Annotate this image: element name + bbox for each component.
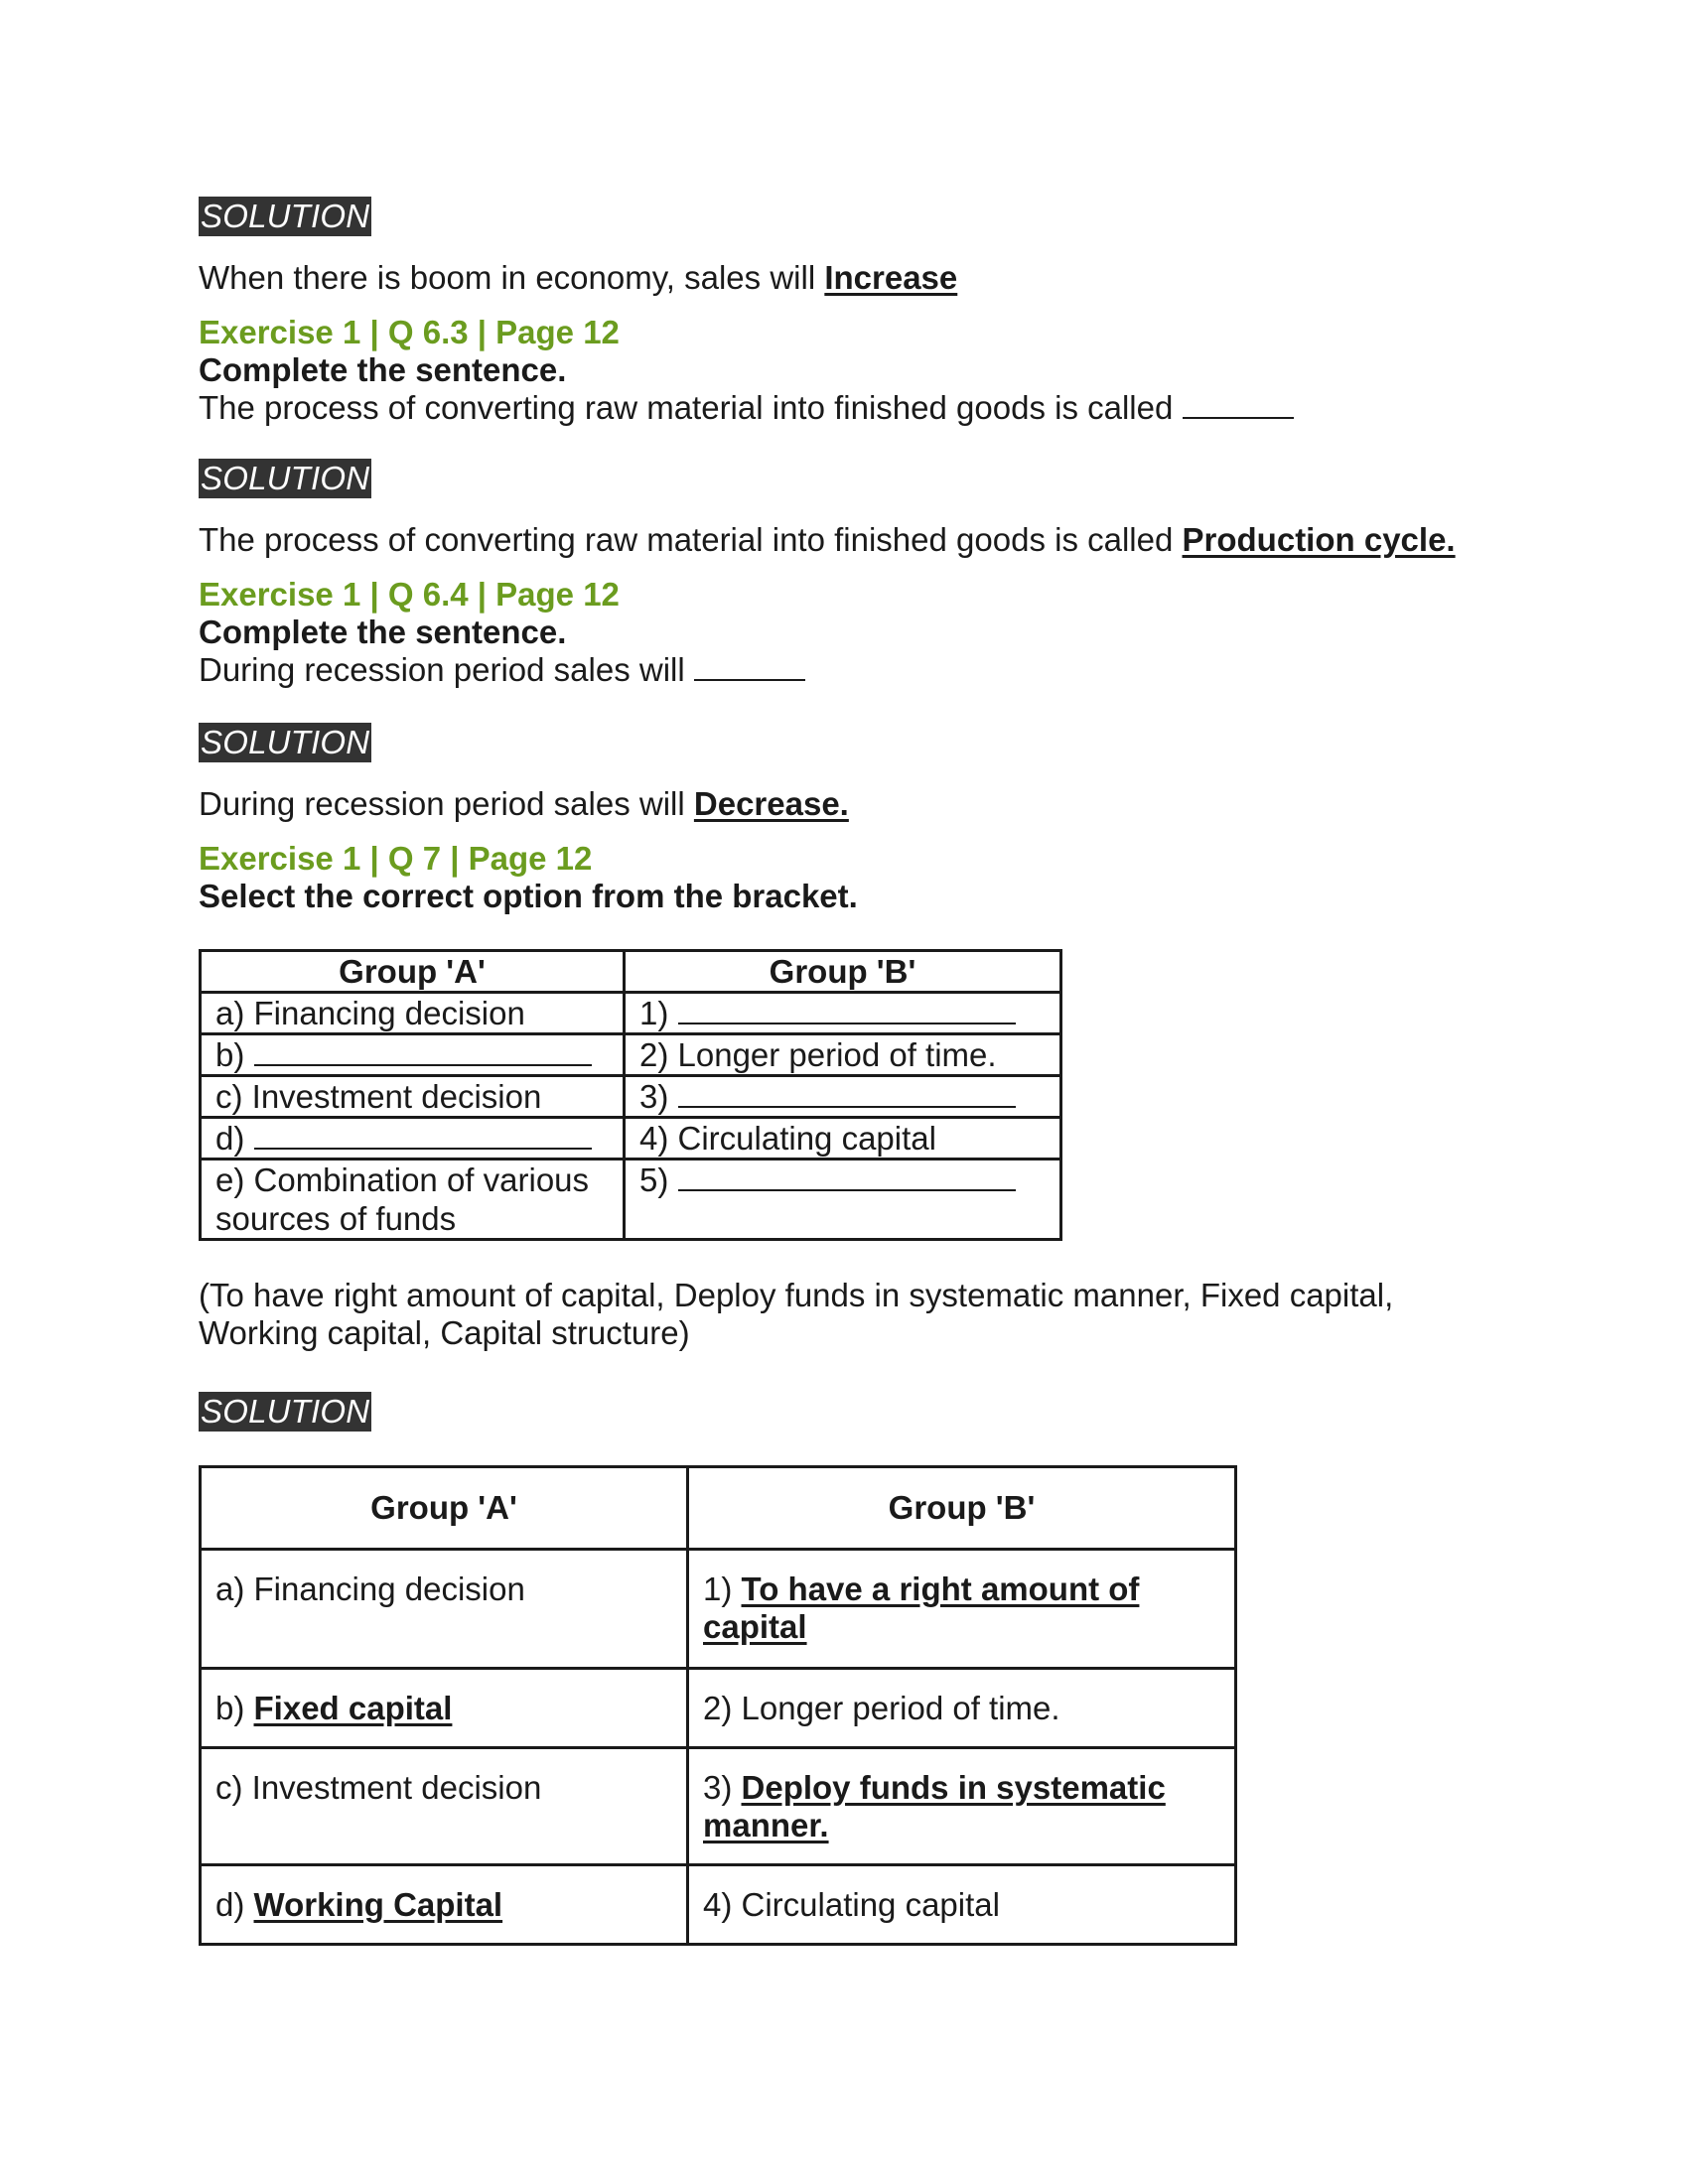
table-row (201, 1550, 1236, 1669)
table-cell: 5) (625, 1160, 1061, 1240)
answer-value: To have a right amount of capital (703, 1570, 1140, 1645)
table-cell: d) (201, 1118, 625, 1160)
options-line: (To have right amount of capital, Deploy funds in systematic manner, Fixed capital, (199, 1277, 1394, 1313)
answer-line: During recession period sales will Decrease. (199, 785, 849, 822)
table-cell: b) Fixed capital (201, 1669, 688, 1748)
exercise-question: The process of converting raw material into finished goods is called (199, 389, 1489, 427)
table-cell: 3) Deploy funds in systematic manner. (688, 1748, 1236, 1865)
table-cell: 2) Longer period of time. (688, 1669, 1236, 1748)
match-table-question (199, 949, 1062, 1241)
match-table-solution (199, 1465, 1237, 1946)
table-cell: 4) Circulating capital (625, 1118, 1061, 1160)
table-cell: e) Combination of various sources of funds (201, 1160, 625, 1240)
table-row (201, 1160, 1061, 1240)
answer-blank (678, 1078, 1016, 1108)
answer-value: Deploy funds in systematic manner. (703, 1769, 1166, 1843)
table-header-row (201, 951, 1061, 993)
solution-label: SOLUTION (201, 724, 370, 760)
answer-value: Production cycle. (1182, 521, 1456, 558)
answer-blank (694, 653, 805, 681)
column-header: Group 'A' (201, 1467, 688, 1550)
table-cell: 3) (625, 1076, 1061, 1118)
table-cell: a) Financing decision (201, 1550, 688, 1669)
table-row (201, 1865, 1236, 1945)
answer-blank (254, 1120, 592, 1150)
answer-blank (254, 1036, 592, 1066)
table-row (201, 1034, 1061, 1076)
solution-label: SOLUTION (201, 460, 370, 496)
exercise-question: During recession period sales will (199, 651, 1489, 689)
solution-label: SOLUTION (201, 1393, 370, 1430)
table-cell: c) Investment decision (201, 1076, 625, 1118)
table-row (201, 1076, 1061, 1118)
exercise-title: Exercise 1 | Q 6.3 | Page 12 (199, 314, 620, 350)
answer-value: Decrease. (693, 785, 849, 822)
exercise-title: Exercise 1 | Q 6.4 | Page 12 (199, 576, 620, 613)
table-row (201, 1748, 1236, 1865)
table-row (201, 993, 1061, 1034)
exercise-instruction: Select the correct option from the bracket. (199, 878, 858, 914)
table-cell: 4) Circulating capital (688, 1865, 1236, 1945)
options-line: Working capital, Capital structure) (199, 1314, 690, 1351)
document-page (199, 197, 1489, 1946)
column-header: Group 'B' (625, 951, 1061, 993)
answer-blank (678, 1161, 1016, 1191)
exercise-instruction: Complete the sentence. (199, 614, 567, 650)
exercise-instruction: Complete the sentence. (199, 351, 567, 388)
solution-label: SOLUTION (201, 198, 370, 234)
table-row (201, 1118, 1061, 1160)
table-cell: d) Working Capital (201, 1865, 688, 1945)
table-cell: 2) Longer period of time. (625, 1034, 1061, 1076)
answer-blank (678, 995, 1016, 1024)
column-header: Group 'A' (201, 951, 625, 993)
table-cell: 1) To have a right amount of capital (688, 1550, 1236, 1669)
answer-value: Increase (824, 259, 958, 296)
table-cell: b) (201, 1034, 625, 1076)
answer-value: Working Capital (253, 1886, 503, 1923)
table-row (201, 1669, 1236, 1748)
exercise-title: Exercise 1 | Q 7 | Page 12 (199, 840, 593, 877)
answer-line: When there is boom in economy, sales will Increase (199, 259, 958, 296)
answer-line: The process of converting raw material into finished goods is called Production cycle. (199, 521, 1456, 558)
table-header-row (201, 1467, 1236, 1550)
column-header: Group 'B' (688, 1467, 1236, 1550)
table-cell: 1) (625, 993, 1061, 1034)
table-cell: a) Financing decision (201, 993, 625, 1034)
answer-value: Fixed capital (253, 1690, 453, 1726)
table-cell: c) Investment decision (201, 1748, 688, 1865)
answer-blank (1183, 391, 1294, 419)
